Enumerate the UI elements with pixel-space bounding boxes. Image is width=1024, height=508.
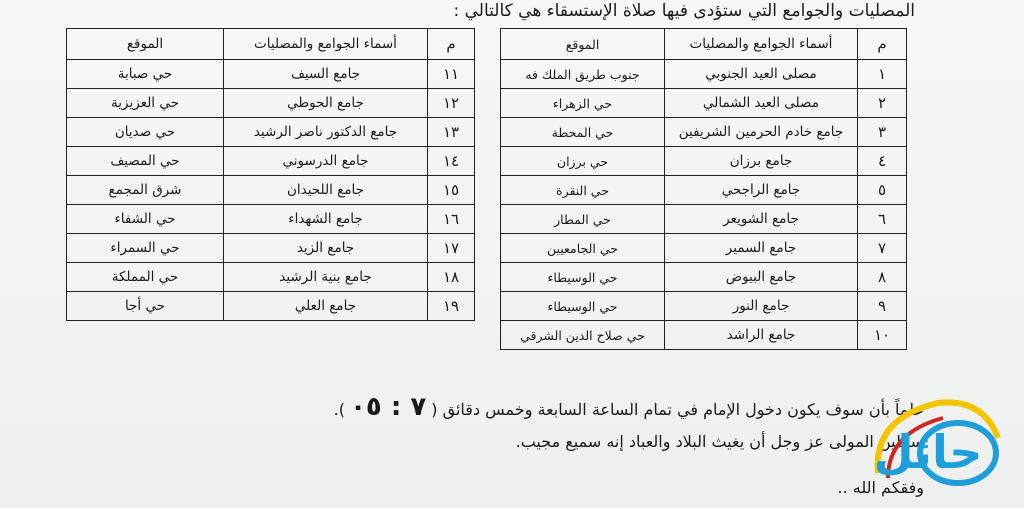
row-mosque-name: جامع الراجحي [665, 176, 858, 205]
row-location: جنوب طريق الملك فه [501, 60, 665, 89]
row-num: ١٨ [428, 263, 475, 292]
row-num: ٧ [858, 234, 907, 263]
table-row [501, 60, 907, 89]
row-num: ١٦ [428, 205, 475, 234]
table-row [67, 176, 475, 205]
row-num: ١١ [428, 60, 475, 89]
row-num: ٣ [858, 118, 907, 147]
header-num: م [428, 29, 475, 60]
header-mosque: أسماء الجوامع والمصليات [665, 29, 858, 60]
table-row [501, 118, 907, 147]
header-location: الموقع [67, 29, 224, 60]
row-num: ١٠ [858, 321, 907, 350]
table-header-row [67, 29, 475, 60]
row-location: حي الزهراء [501, 89, 665, 118]
header-location: الموقع [501, 29, 665, 60]
table-row [501, 292, 907, 321]
row-location: حي النقرة [501, 176, 665, 205]
row-mosque-name: جامع الشويعر [665, 205, 858, 234]
row-location: حي الوسيطاء [501, 263, 665, 292]
entry-time-close: ). [333, 400, 345, 419]
row-num: ٢ [858, 89, 907, 118]
row-location: حي المملكة [67, 263, 224, 292]
row-mosque-name: جامع بنية الرشيد [224, 263, 428, 292]
row-location: حي برزان [501, 147, 665, 176]
table-header-row [501, 29, 907, 60]
row-num: ١٢ [428, 89, 475, 118]
row-num: ٩ [858, 292, 907, 321]
table-row [67, 205, 475, 234]
mosque-table-right [500, 28, 907, 350]
row-location: حي المطار [501, 205, 665, 234]
header-mosque: أسماء الجوامع والمصليات [224, 29, 428, 60]
table-row [67, 263, 475, 292]
row-location: حي المصيف [67, 147, 224, 176]
row-mosque-name: جامع الشهداء [224, 205, 428, 234]
table-row [67, 89, 475, 118]
entry-time-value: ٧ : ٠٥ [350, 392, 427, 422]
table-row [67, 292, 475, 321]
hail-watermark-logo [858, 378, 1008, 503]
row-location: حي صبابة [67, 60, 224, 89]
entry-time-text: علماً بأن سوف يكون دخول الإمام في تمام الساعة السابعة وخمس دقائق ( [431, 400, 924, 419]
row-location: حي صلاح الدين الشرقي [501, 321, 665, 350]
entry-time-line [334, 392, 924, 422]
row-num: ١٧ [428, 234, 475, 263]
table-row [67, 234, 475, 263]
row-num: ١٣ [428, 118, 475, 147]
row-num: ١٥ [428, 176, 475, 205]
intro-heading: المصليات والجوامع التي ستؤدى فيها صلاة الإستسقاء هي كالتالي : [453, 1, 915, 21]
table-row [501, 176, 907, 205]
row-mosque-name: مصلى العيد الشمالي [665, 89, 858, 118]
table-row [501, 263, 907, 292]
row-location: حي صديان [67, 118, 224, 147]
prayer-line: سائلين المولى عز وجل أن يغيث البلاد والعباد إنه سميع مجيب. [515, 432, 924, 451]
row-num: ١٤ [428, 147, 475, 176]
table-row [501, 89, 907, 118]
row-num: ١٩ [428, 292, 475, 321]
row-mosque-name: جامع البيوض [665, 263, 858, 292]
row-location: حي العزيزية [67, 89, 224, 118]
row-mosque-name: جامع الزيد [224, 234, 428, 263]
row-mosque-name: مصلى العيد الجنوبي [665, 60, 858, 89]
header-num: م [858, 29, 907, 60]
closing-line: وفقكم الله .. [837, 478, 924, 497]
row-num: ١ [858, 60, 907, 89]
row-num: ٨ [858, 263, 907, 292]
row-mosque-name: جامع الدرسوني [224, 147, 428, 176]
table-row [501, 234, 907, 263]
table-row [501, 321, 907, 350]
row-mosque-name: جامع السمير [665, 234, 858, 263]
row-num: ٦ [858, 205, 907, 234]
row-location: حي الجامعيين [501, 234, 665, 263]
table-row [67, 147, 475, 176]
table-row [67, 118, 475, 147]
row-num: ٥ [858, 176, 907, 205]
row-mosque-name: جامع العلي [224, 292, 428, 321]
mosque-table-left [66, 28, 475, 321]
row-location: شرق المجمع [67, 176, 224, 205]
table-row [501, 147, 907, 176]
row-location: حي الوسيطاء [501, 292, 665, 321]
row-mosque-name: جامع برزان [665, 147, 858, 176]
row-mosque-name: جامع الدكتور ناصر الرشيد [224, 118, 428, 147]
row-location: حي أجا [67, 292, 224, 321]
table-row [501, 205, 907, 234]
row-num: ٤ [858, 147, 907, 176]
row-mosque-name: جامع خادم الحرمين الشريفين [665, 118, 858, 147]
row-mosque-name: جامع الراشد [665, 321, 858, 350]
row-mosque-name: جامع السيف [224, 60, 428, 89]
row-location: حي المحطة [501, 118, 665, 147]
row-mosque-name: جامع الحوطي [224, 89, 428, 118]
row-location: حي الشفاء [67, 205, 224, 234]
row-mosque-name: جامع اللحيدان [224, 176, 428, 205]
row-location: حي السمراء [67, 234, 224, 263]
table-row [67, 60, 475, 89]
row-mosque-name: جامع النور [665, 292, 858, 321]
logo-text: حائل [873, 425, 983, 479]
